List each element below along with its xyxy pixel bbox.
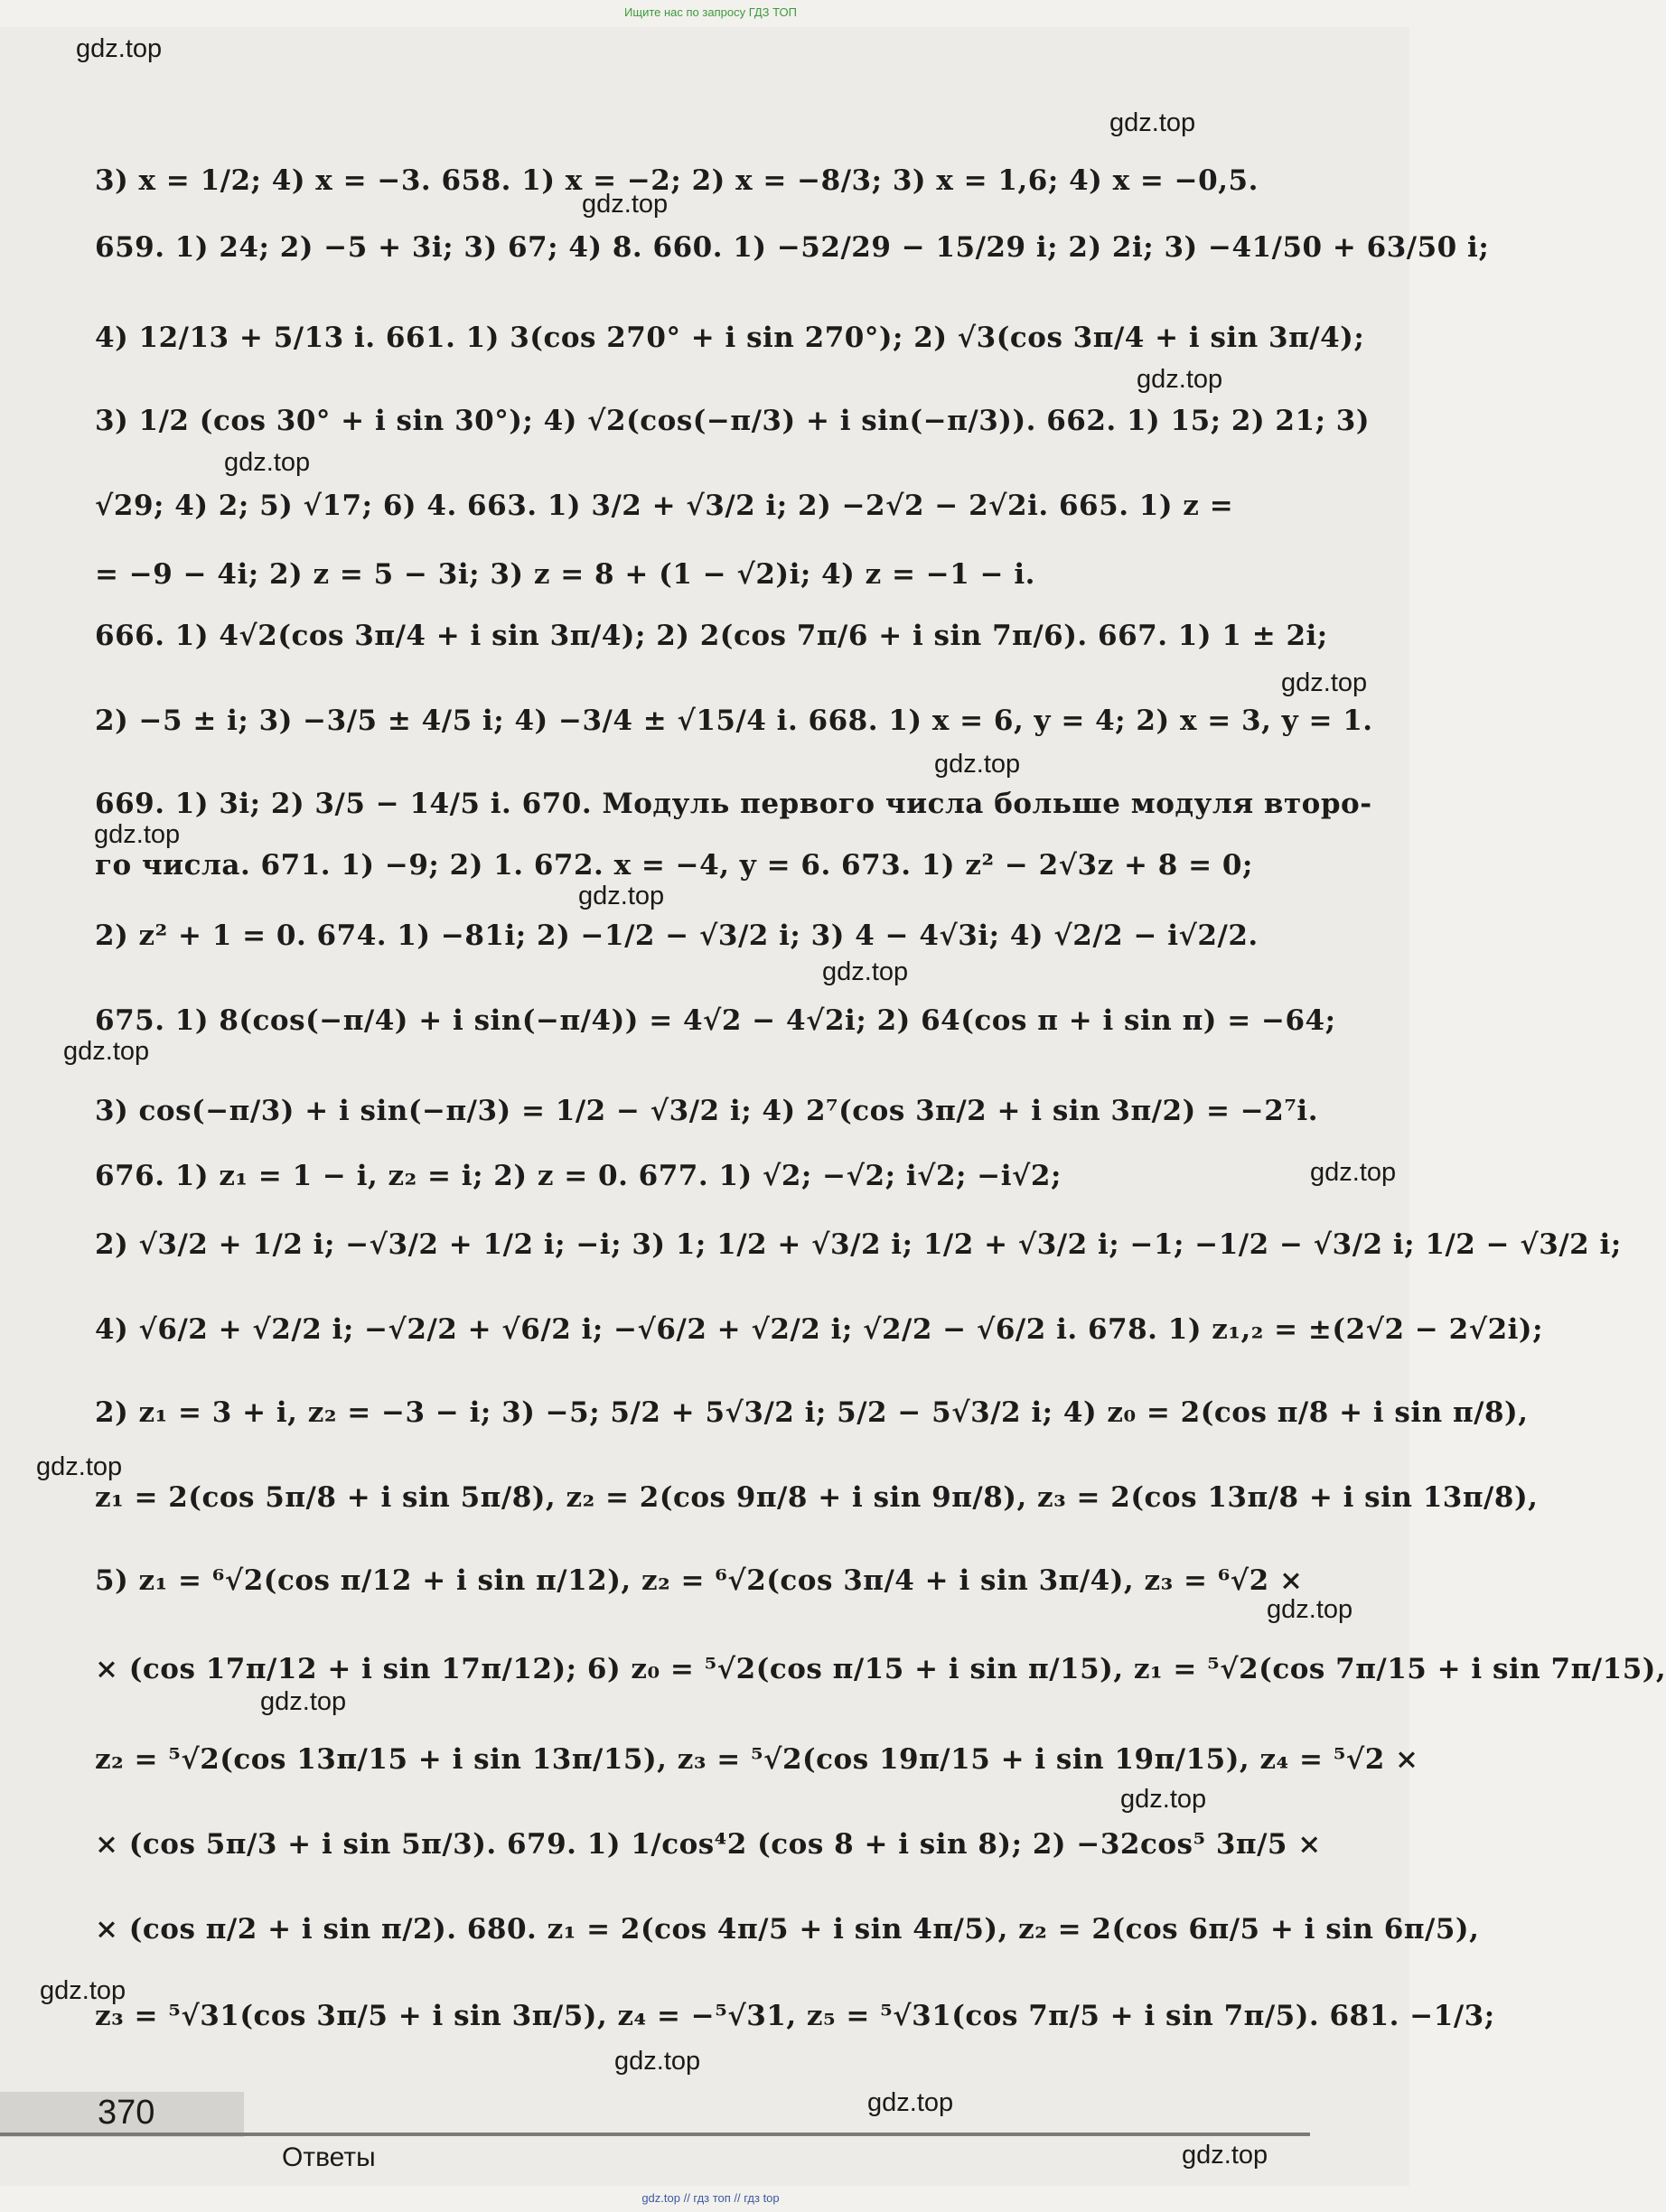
line-text: 3) 1/2 (cos 30° + i sin 30°); 4) √2(cos(−π/3) + i sin(−π/3)). 662. 1) 15; 2) 21; 3)	[95, 405, 1371, 437]
line-text: × (cos 17π/12 + i sin 17π/12); 6) z₀ = ⁵√2(cos π/15 + i sin π/15), z₁ = ⁵√2(cos 7π/15 + i sin 7π/15),	[95, 1653, 1666, 1685]
line-text: 676. 1) z₁ = 1 − i, z₂ = i; 2) z = 0. 677. 1) √2; −√2; i√2; −i√2;	[95, 1160, 1062, 1192]
line-text: 2) z₁ = 3 + i, z₂ = −3 − i; 3) −5; 5/2 + 5√3/2 i; 5/2 − 5√3/2 i; 4) z₀ = 2(cos π/8 + i sin π/8),	[95, 1396, 1529, 1429]
line-text: 2) √3/2 + 1/2 i; −√3/2 + 1/2 i; −i; 3) 1; 1/2 + √3/2 i; 1/2 + √3/2 i; −1; −1/2 − √3/2 i; 1/2 − √3/2 i;	[95, 1228, 1622, 1261]
watermark: gdz.top	[94, 820, 181, 849]
line-text: × (cos π/2 + i sin π/2). 680. z₁ = 2(cos 4π/5 + i sin 4π/5), z₂ = 2(cos 6π/5 + i sin 6π/5),	[95, 1913, 1480, 1946]
line-text: = −9 − 4i; 2) z = 5 − 3i; 3) z = 8 + (1 − √2)i; 4) z = −1 − i.	[95, 558, 1035, 591]
line-text: × (cos 5π/3 + i sin 5π/3). 679. 1) 1/cos⁴2 (cos 8 + i sin 8); 2) −32cos⁵ 3π/5 ×	[95, 1828, 1322, 1861]
text-line	[95, 892, 1306, 979]
section-title: Ответы	[282, 2142, 376, 2172]
watermark: gdz.top	[1182, 2141, 1268, 2170]
watermark: gdz.top	[260, 1687, 347, 1716]
watermark: gdz.top	[1109, 108, 1196, 137]
line-text: 3) cos(−π/3) + i sin(−π/3) = 1/2 − √3/2 i; 4) 2⁷(cos 3π/2 + i sin 3π/2) = −2⁷i.	[95, 1095, 1318, 1127]
line-text: 2) z² + 1 = 0. 674. 1) −81i; 2) −1/2 − √3/2 i; 3) 4 − 4√3i; 4) √2/2 − i√2/2.	[95, 919, 1259, 952]
line-text: √29; 4) 2; 5) √17; 6) 4. 663. 1) 3/2 + √3/2 i; 2) −2√2 − 2√2i. 665. 1) z =	[95, 490, 1234, 522]
top-banner[interactable]: Ищите нас по запросу ГДЗ ТОП	[624, 5, 797, 19]
watermark: gdz.top	[1281, 668, 1368, 697]
watermark: gdz.top	[1120, 1785, 1207, 1814]
page-number: 370	[98, 2094, 155, 2132]
line-text: 4) 12/13 + 5/13 i. 661. 1) 3(cos 270° + i sin 270°); 2) √3(cos 3π/4 + i sin 3π/4);	[95, 322, 1365, 354]
watermark: gdz.top	[76, 34, 163, 63]
watermark: gdz.top	[40, 1976, 126, 2005]
line-text: 666. 1) 4√2(cos 3π/4 + i sin 3π/4); 2) 2(cos 7π/6 + i sin 7π/6). 667. 1) 1 ± 2i;	[95, 620, 1328, 652]
line-text: 5) z₁ = ⁶√2(cos π/12 + i sin π/12), z₂ = ⁶√2(cos 3π/4 + i sin 3π/4), z₃ = ⁶√2 ×	[95, 1564, 1304, 1597]
line-text: 675. 1) 8(cos(−π/4) + i sin(−π/4)) = 4√2 − 4√2i; 2) 64(cos π + i sin π) = −64;	[95, 1004, 1336, 1037]
watermark: gdz.top	[1310, 1158, 1397, 1187]
line-text: 659. 1) 24; 2) −5 + 3i; 3) 67; 4) 8. 660. 1) −52/29 − 15/29 i; 2) 2i; 3) −41/50 + 63/50 i;	[95, 231, 1490, 264]
watermark: gdz.top	[224, 448, 311, 477]
text-line	[95, 1454, 1539, 1541]
line-text: z₃ = ⁵√31(cos 3π/5 + i sin 3π/5), z₄ = −⁵√31, z₅ = ⁵√31(cos 7π/5 + i sin 7π/5). 681. −1/3;	[95, 2000, 1495, 2032]
line-text: z₁ = 2(cos 5π/8 + i sin 5π/8), z₂ = 2(cos 9π/8 + i sin 9π/8), z₃ = 2(cos 13π/8 + i sin 13π/8),	[95, 1481, 1539, 1514]
text-line	[95, 1201, 1622, 1288]
line-text: 3) x = 1/2; 4) x = −3. 658. 1) x = −2; 2) x = −8/3; 3) x = 1,6; 4) x = −0,5.	[95, 164, 1259, 197]
text-line	[95, 593, 1328, 679]
watermark: gdz.top	[63, 1037, 150, 1066]
watermark: gdz.top	[867, 2088, 954, 2117]
text-line	[95, 1537, 1306, 1624]
watermark: gdz.top	[1137, 365, 1223, 394]
watermark: gdz.top	[614, 2047, 701, 2076]
footer-rule	[0, 2133, 1310, 2136]
watermark: gdz.top	[1267, 1595, 1353, 1624]
line-text: го числа. 671. 1) −9; 2) 1. 672. x = −4, y = 6. 673. 1) z² − 2√3z + 8 = 0;	[95, 849, 1253, 882]
bottom-banner[interactable]: gdz.top // гдз топ // гдз top	[641, 2191, 780, 2205]
line-text: 4) √6/2 + √2/2 i; −√2/2 + √6/2 i; −√6/2 + √2/2 i; √2/2 − √6/2 i. 678. 1) z₁,₂ = ±(2√2 − 2√2i);	[95, 1313, 1544, 1346]
text-line	[95, 977, 1336, 1064]
watermark: gdz.top	[934, 750, 1021, 779]
text-line	[95, 294, 1365, 381]
line-text: 669. 1) 3i; 2) 3/5 − 14/5 i. 670. Модуль первого числа больше модуля второ-	[95, 788, 1372, 820]
text-line	[95, 204, 1490, 291]
watermark: gdz.top	[578, 882, 665, 910]
watermark: gdz.top	[36, 1452, 123, 1481]
text-line	[95, 1369, 1529, 1456]
text-line	[95, 1286, 1544, 1373]
watermark: gdz.top	[582, 190, 669, 219]
line-text: 2) −5 ± i; 3) −3/5 ± 4/5 i; 4) −3/4 ± √15/4 i. 668. 1) x = 6, y = 4; 2) x = 3, y = 1.	[95, 705, 1373, 737]
line-text: z₂ = ⁵√2(cos 13π/15 + i sin 13π/15), z₃ = ⁵√2(cos 19π/15 + i sin 19π/15), z₄ = ⁵√2 ×	[95, 1743, 1419, 1776]
watermark: gdz.top	[822, 957, 909, 986]
text-line	[95, 1886, 1480, 1973]
